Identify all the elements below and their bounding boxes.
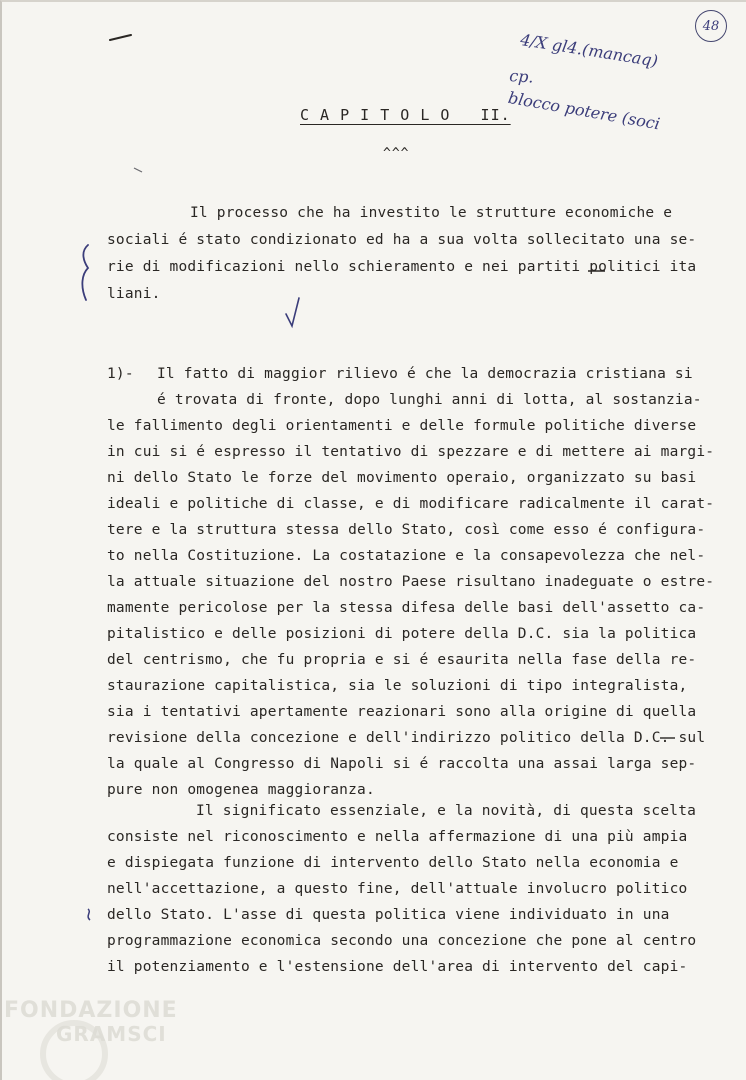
watermark-text: FONDAZIONE xyxy=(4,998,178,1023)
item-1-line: in cui si é espresso il tentativo di spezzare e di mettere ai margi- xyxy=(107,444,715,460)
margin-note-line-2: cp. xyxy=(508,66,535,87)
item-1-line: tere e la struttura stessa dello Stato, così come esso é configura- xyxy=(107,522,706,538)
item-1-line: pitalistico e delle posizioni di potere della D.C. sia la politica xyxy=(107,626,697,642)
paragraph-1-line: liani. xyxy=(107,286,161,302)
item-1-line: staurazione capitalistica, sia le soluzioni di tipo integralista, xyxy=(107,678,688,694)
paragraph-2-line: il potenziamento e l'estensione dell'area di intervento del capi- xyxy=(107,959,688,975)
paragraph-1-line: Il processo che ha investito le strutture economiche e xyxy=(190,205,673,221)
stray-small-mark xyxy=(134,168,142,172)
item-1-line: sia i tentativi apertamente reazionari sono alla origine di quella xyxy=(107,704,697,720)
paragraph-2-line: e dispiegata funzione di intervento dello Stato nella economia e xyxy=(107,855,679,871)
item-1-line: del centrismo, che fu propria e si é esaurita nella fase della re- xyxy=(107,652,697,668)
paragraph-2-line: Il significato essenziale, e la novità, di questa scelta xyxy=(196,803,697,819)
item-1-line: Il fatto di maggior rilievo é che la democrazia cristiana si xyxy=(157,366,693,382)
margin-note-line-3: blocco potere (soci xyxy=(506,88,662,134)
item-1-line: revisione della concezione e dell'indirizzo politico della D.C. sul xyxy=(107,730,706,746)
checkmark-icon xyxy=(286,298,299,326)
paragraph-2-line: consiste nel riconoscimento e nella affermazione di una più ampia xyxy=(107,829,688,845)
watermark-text: GRAMSCI xyxy=(56,1022,167,1046)
margin-squiggle-mark xyxy=(88,909,90,920)
margin-note-line-1: 4/X gl4.(mancaq) xyxy=(519,30,660,71)
stray-dash-mark xyxy=(110,35,131,40)
paragraph-1-line: rie di modificazioni nello schieramento e nei partiti politici ita xyxy=(107,259,697,275)
item-1-line: pure non omogenea maggioranza. xyxy=(107,782,375,798)
paragraph-2-line: programmazione economica secondo una concezione che pone al centro xyxy=(107,933,697,949)
item-1-line: é trovata di fronte, dopo lunghi anni di lotta, al sostanzia- xyxy=(157,392,702,408)
item-1-line: la quale al Congresso di Napoli si é raccolta una assai larga sep- xyxy=(107,756,697,772)
item-1-line: ideali e politiche di classe, e di modificare radicalmente il carat- xyxy=(107,496,715,512)
item-1-line: ni dello Stato le forze del movimento operaio, organizzato su basi xyxy=(107,470,697,486)
item-1-line: to nella Costituzione. La costatazione e la consapevolezza che nel- xyxy=(107,548,706,564)
item-1-line: mamente pericolose per la stessa difesa delle basi dell'assetto ca- xyxy=(107,600,706,616)
item-1-line: la attuale situazione del nostro Paese risultano inadeguate o estre- xyxy=(107,574,715,590)
margin-brace-mark xyxy=(82,245,88,300)
page-number-stamp: 48 xyxy=(695,10,727,42)
item-1-line: le fallimento degli orientamenti e delle formule politiche diverse xyxy=(107,418,697,434)
item-number: 1)- xyxy=(107,366,134,382)
paragraph-2-line: dello Stato. L'asse di questa politica viene individuato in una xyxy=(107,907,670,923)
paragraph-1-line: sociali é stato condizionato ed ha a sua volta sollecitato una se- xyxy=(107,232,697,248)
title-ornament: ^^^ xyxy=(383,146,410,161)
paragraph-2-line: nell'accettazione, a questo fine, dell'attuale involucro politico xyxy=(107,881,688,897)
chapter-title: C A P I T O L O II. xyxy=(300,106,511,124)
